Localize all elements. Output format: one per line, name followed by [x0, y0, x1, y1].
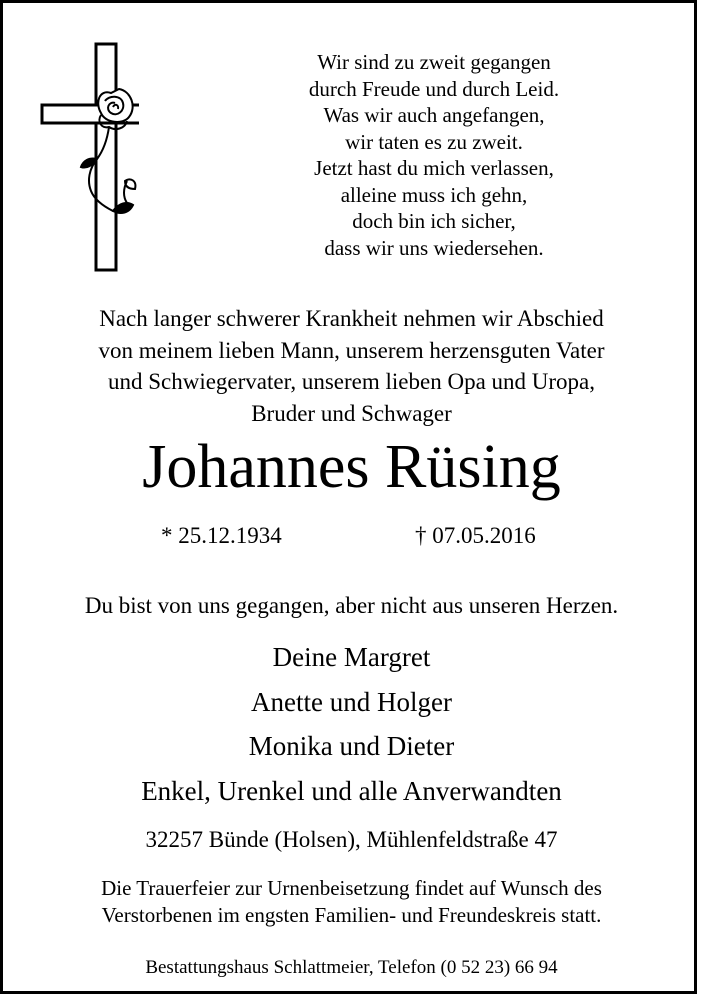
mourner: Deine Margret [272, 642, 431, 672]
note-line: Verstorbenen im engsten Familien- und Freundeskreis statt. [101, 903, 602, 927]
poem-line: Was wir auch angefangen, [323, 103, 545, 127]
poem-line: wir taten es zu zweit. [345, 129, 523, 154]
family-address: 32257 Bünde (Holsen), Mühlenfeldstraße 47 [145, 827, 558, 852]
memorial-quote: Du bist von uns gegangen, aber nicht aus unseren Herzen. [84, 593, 619, 618]
poem-line: doch bin ich sicher, [352, 209, 516, 233]
intro-line: Bruder und Schwager [251, 400, 452, 426]
poem-line: alleine muss ich gehn, [340, 182, 528, 207]
cross-with-rose-icon [39, 41, 139, 273]
funeral-note [3, 875, 700, 929]
intro-line: Nach langer schwerer Krankheit nehmen wir Abschied [99, 306, 604, 331]
poem-line: Jetzt hast du mich verlassen, [314, 156, 554, 180]
death-date: † 07.05.2016 [415, 523, 536, 548]
mourners-list [3, 635, 700, 813]
note-line: Die Trauerfeier zur Urnenbeisetzung findet auf Wunsch des [101, 876, 602, 900]
poem-line: dass wir uns wiedersehen. [324, 235, 544, 260]
mourner: Monika und Dieter [248, 731, 455, 761]
poem-line: Wir sind zu zweit gegangen [317, 50, 551, 74]
deceased-name: Johannes Rüsing [142, 433, 561, 501]
intro-line: von meinem lieben Mann, unserem herzensguten Vater [98, 337, 605, 363]
intro-line: und Schwiegervater, unserem lieben Opa und Uropa, [107, 369, 596, 394]
poem [253, 49, 615, 261]
birth-date: * 25.12.1934 [161, 523, 282, 548]
funeral-home-footer: Bestattungshaus Schlattmeier, Telefon (0 52 23) 66 94 [145, 957, 558, 978]
mourner: Anette und Holger [251, 686, 452, 717]
intro-text [3, 303, 700, 429]
poem-line: durch Freude und durch Leid. [308, 76, 560, 101]
mourner: Enkel, Urenkel und alle Anverwandten [141, 775, 562, 806]
